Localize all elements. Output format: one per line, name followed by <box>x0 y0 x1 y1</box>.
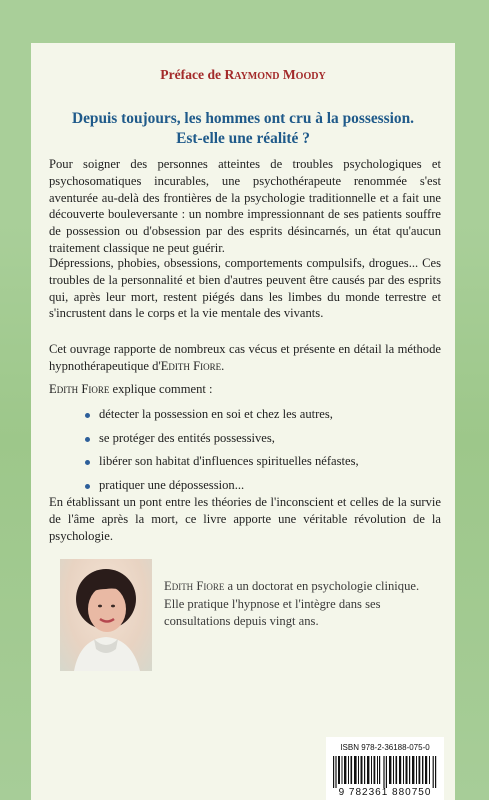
preface-prefix: Préface de <box>160 67 225 82</box>
barcode-number: 9 782361 880750 <box>338 787 432 798</box>
list-item-text: détecter la possession en soi et chez les autres, <box>99 407 333 421</box>
paragraph-4-author: Edith Fiore <box>49 382 110 396</box>
paragraph-4 <box>49 381 441 398</box>
bullet-icon <box>85 484 90 489</box>
paragraph-1: Pour soigner des personnes atteintes de troubles psychologiques et psychosomatiques incurables, une psychothérapeute renommée s'est aventurée au-delà des frontières de la psychologie traditionnelle et a fait une découverte bouleversante : un nombre impressionnant de ses patients souffre de possession ou d'obsession par des esprits désincarnés, un état qu'aucun traitement classique ne peut guérir. <box>49 157 441 255</box>
paragraph-3-text: Cet ouvrage rapporte de nombreux cas vécus et présente en détail la méthode hypnothérapeutique d' <box>49 342 441 373</box>
paragraph-3 <box>49 341 441 375</box>
preface-author: Raymond Moody <box>224 67 326 82</box>
paragraph-5: En établissant un pont entre les théories de l'inconscient et celles de la survie de l'âme après la mort, ce livre apporte une véritable révolution de la psychologie. <box>49 495 441 543</box>
list-item-text: se protéger des entités possessives, <box>99 430 275 445</box>
paragraph-4-text: explique comment : <box>109 382 213 396</box>
list-item <box>83 403 443 427</box>
list-item-text: pratiquer une dépossession... <box>99 477 245 492</box>
paragraph-3-end: . <box>221 358 225 373</box>
headline-line-2: Est-elle une réalité ? <box>176 130 310 147</box>
portrait-image <box>60 559 152 671</box>
bullet-icon <box>85 437 90 442</box>
list-item <box>83 450 443 474</box>
barcode-area <box>326 737 444 800</box>
paragraph-2: Dépressions, phobies, obsessions, comportements compulsifs, drogues... Ces troubles de la personnalité et bien d'autres peuvent être causés par des esprits qui, après leur mort, restent piégés dans les limbes du monde terrestre et s'incrustent dans le corps et la vie mentale des vivants. <box>49 256 441 321</box>
bio-text: a un doctorat en psychologie clinique. Elle pratique l'hypnose et l'intègre dans ses consultations depuis vingt ans. <box>164 579 420 628</box>
author-bio <box>164 578 440 631</box>
author-photo <box>60 559 152 671</box>
headline <box>31 109 455 149</box>
bullet-list <box>83 403 443 497</box>
bio-author-name: Edith Fiore <box>164 579 225 593</box>
bullet-icon <box>85 413 90 418</box>
list-item <box>83 427 443 451</box>
isbn-label: ISBN 978-2-36188-075-0 <box>340 743 430 752</box>
cover-panel <box>31 43 455 800</box>
bullet-icon <box>85 460 90 465</box>
paragraph-3-author: Edith Fiore <box>160 358 222 373</box>
preface-line <box>31 67 455 83</box>
headline-line-1: Depuis toujours, les hommes ont cru à la possession. <box>71 110 415 127</box>
barcode-icon <box>333 756 437 788</box>
list-item-text: libérer son habitat d'influences spirituelles néfastes, <box>99 454 359 468</box>
